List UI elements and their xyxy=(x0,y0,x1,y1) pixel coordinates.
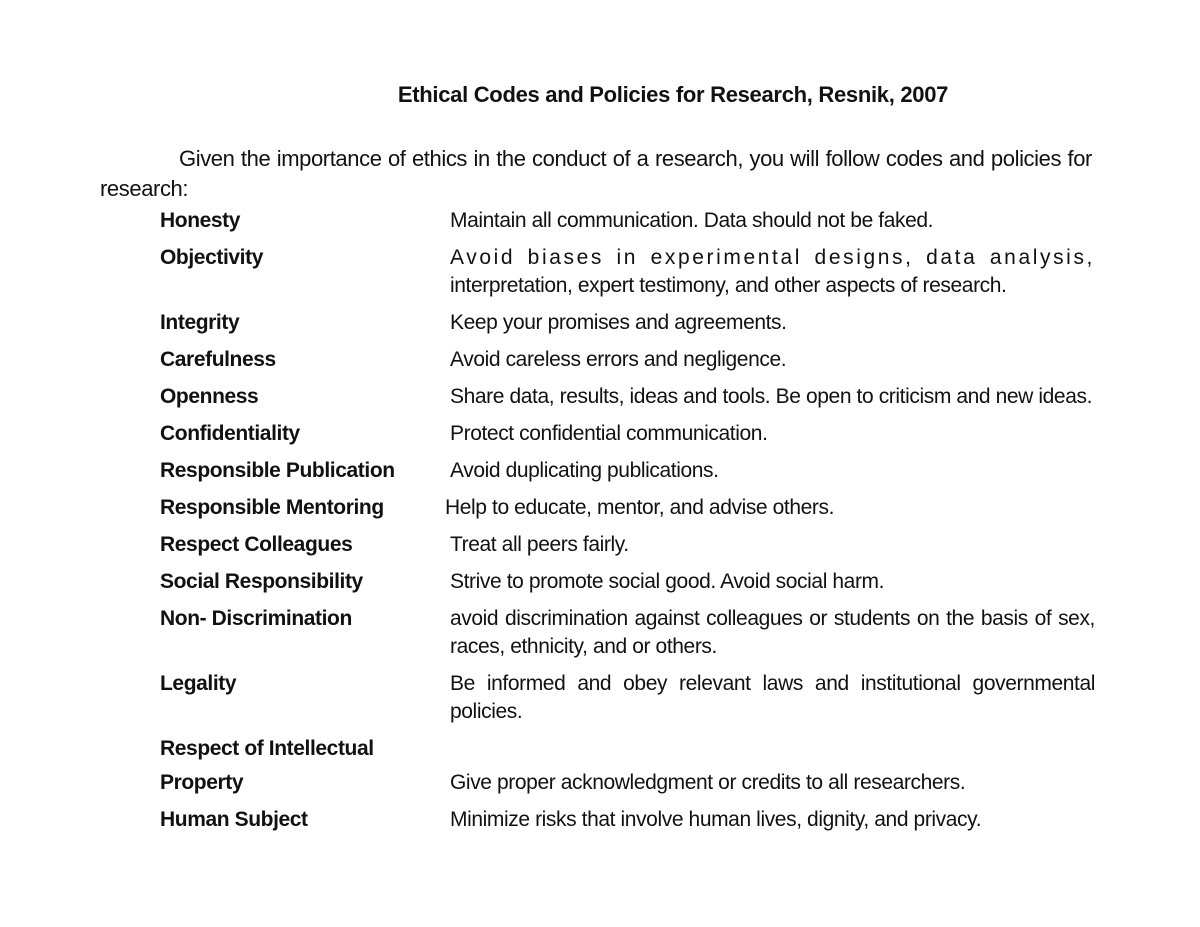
code-term: Legality xyxy=(160,672,237,695)
code-row-human-subject xyxy=(160,806,1100,834)
code-term: Integrity xyxy=(160,311,240,334)
code-description: Give proper acknowledgment or credits to all researchers. xyxy=(450,771,966,794)
code-description: Keep your promises and agreements. xyxy=(450,311,787,334)
code-term: Responsible Mentoring xyxy=(160,496,384,519)
code-term: Objectivity xyxy=(160,246,263,269)
code-row-respect-intellectual xyxy=(160,735,1100,763)
code-row-confidentiality xyxy=(160,420,1100,448)
code-description: Avoid duplicating publications. xyxy=(450,459,719,482)
code-description: Share data, results, ideas and tools. Be open to criticism and new ideas. xyxy=(450,385,1093,408)
code-term: Responsible Publication xyxy=(160,459,395,482)
code-term: Respect Colleagues xyxy=(160,533,353,556)
code-term: Carefulness xyxy=(160,348,276,371)
code-row-integrity xyxy=(160,309,1100,337)
code-description-spaced: Avoid biases in experimental designs, data analysis, xyxy=(450,246,1095,269)
code-row-objectivity xyxy=(160,244,1100,300)
code-row-responsible-publication xyxy=(160,457,1100,485)
code-term: Non- Discrimination xyxy=(160,607,352,630)
code-description: Treat all peers fairly. xyxy=(450,533,629,556)
code-row-respect-colleagues xyxy=(160,531,1100,559)
code-row-social-responsibility xyxy=(160,568,1100,596)
code-description: Help to educate, mentor, and advise others. xyxy=(445,496,835,519)
code-term: Openness xyxy=(160,385,259,408)
code-row-non-discrimination xyxy=(160,605,1100,661)
ethics-code-list xyxy=(160,207,1100,843)
code-description: Maintain all communication. Data should not be faked. xyxy=(450,209,934,232)
code-row-openness xyxy=(160,383,1100,411)
code-description: avoid discrimination against colleagues or students on the basis of sex, races, ethnicity, and or others. xyxy=(450,607,1095,658)
code-description xyxy=(450,244,1095,300)
code-term: Honesty xyxy=(160,209,241,232)
code-row-carefulness xyxy=(160,346,1100,374)
code-description: Avoid careless errors and negligence. xyxy=(450,348,787,371)
code-description: Strive to promote social good. Avoid social harm. xyxy=(450,570,885,593)
code-row-honesty xyxy=(160,207,1100,235)
code-description-rest: interpretation, expert testimony, and other aspects of research. xyxy=(450,274,1007,297)
code-term: Human Subject xyxy=(160,808,308,831)
code-row-responsible-mentoring xyxy=(160,494,1100,522)
code-term: Respect of Intellectual xyxy=(160,737,374,760)
code-description: Be informed and obey relevant laws and institutional governmental policies. xyxy=(450,672,1095,723)
code-row-legality xyxy=(160,670,1100,726)
intro-paragraph: Given the importance of ethics in the conduct of a research, you will follow codes and policies for research: xyxy=(100,146,1092,201)
code-term: Confidentiality xyxy=(160,422,300,445)
code-row-property xyxy=(160,769,1100,797)
document-title: Ethical Codes and Policies for Research, Resnik, 2007 xyxy=(397,82,949,107)
code-description: Protect confidential communication. xyxy=(450,422,768,445)
code-description: Minimize risks that involve human lives, dignity, and privacy. xyxy=(450,808,982,831)
code-term: Property xyxy=(160,771,244,794)
code-term: Social Responsibility xyxy=(160,570,363,593)
